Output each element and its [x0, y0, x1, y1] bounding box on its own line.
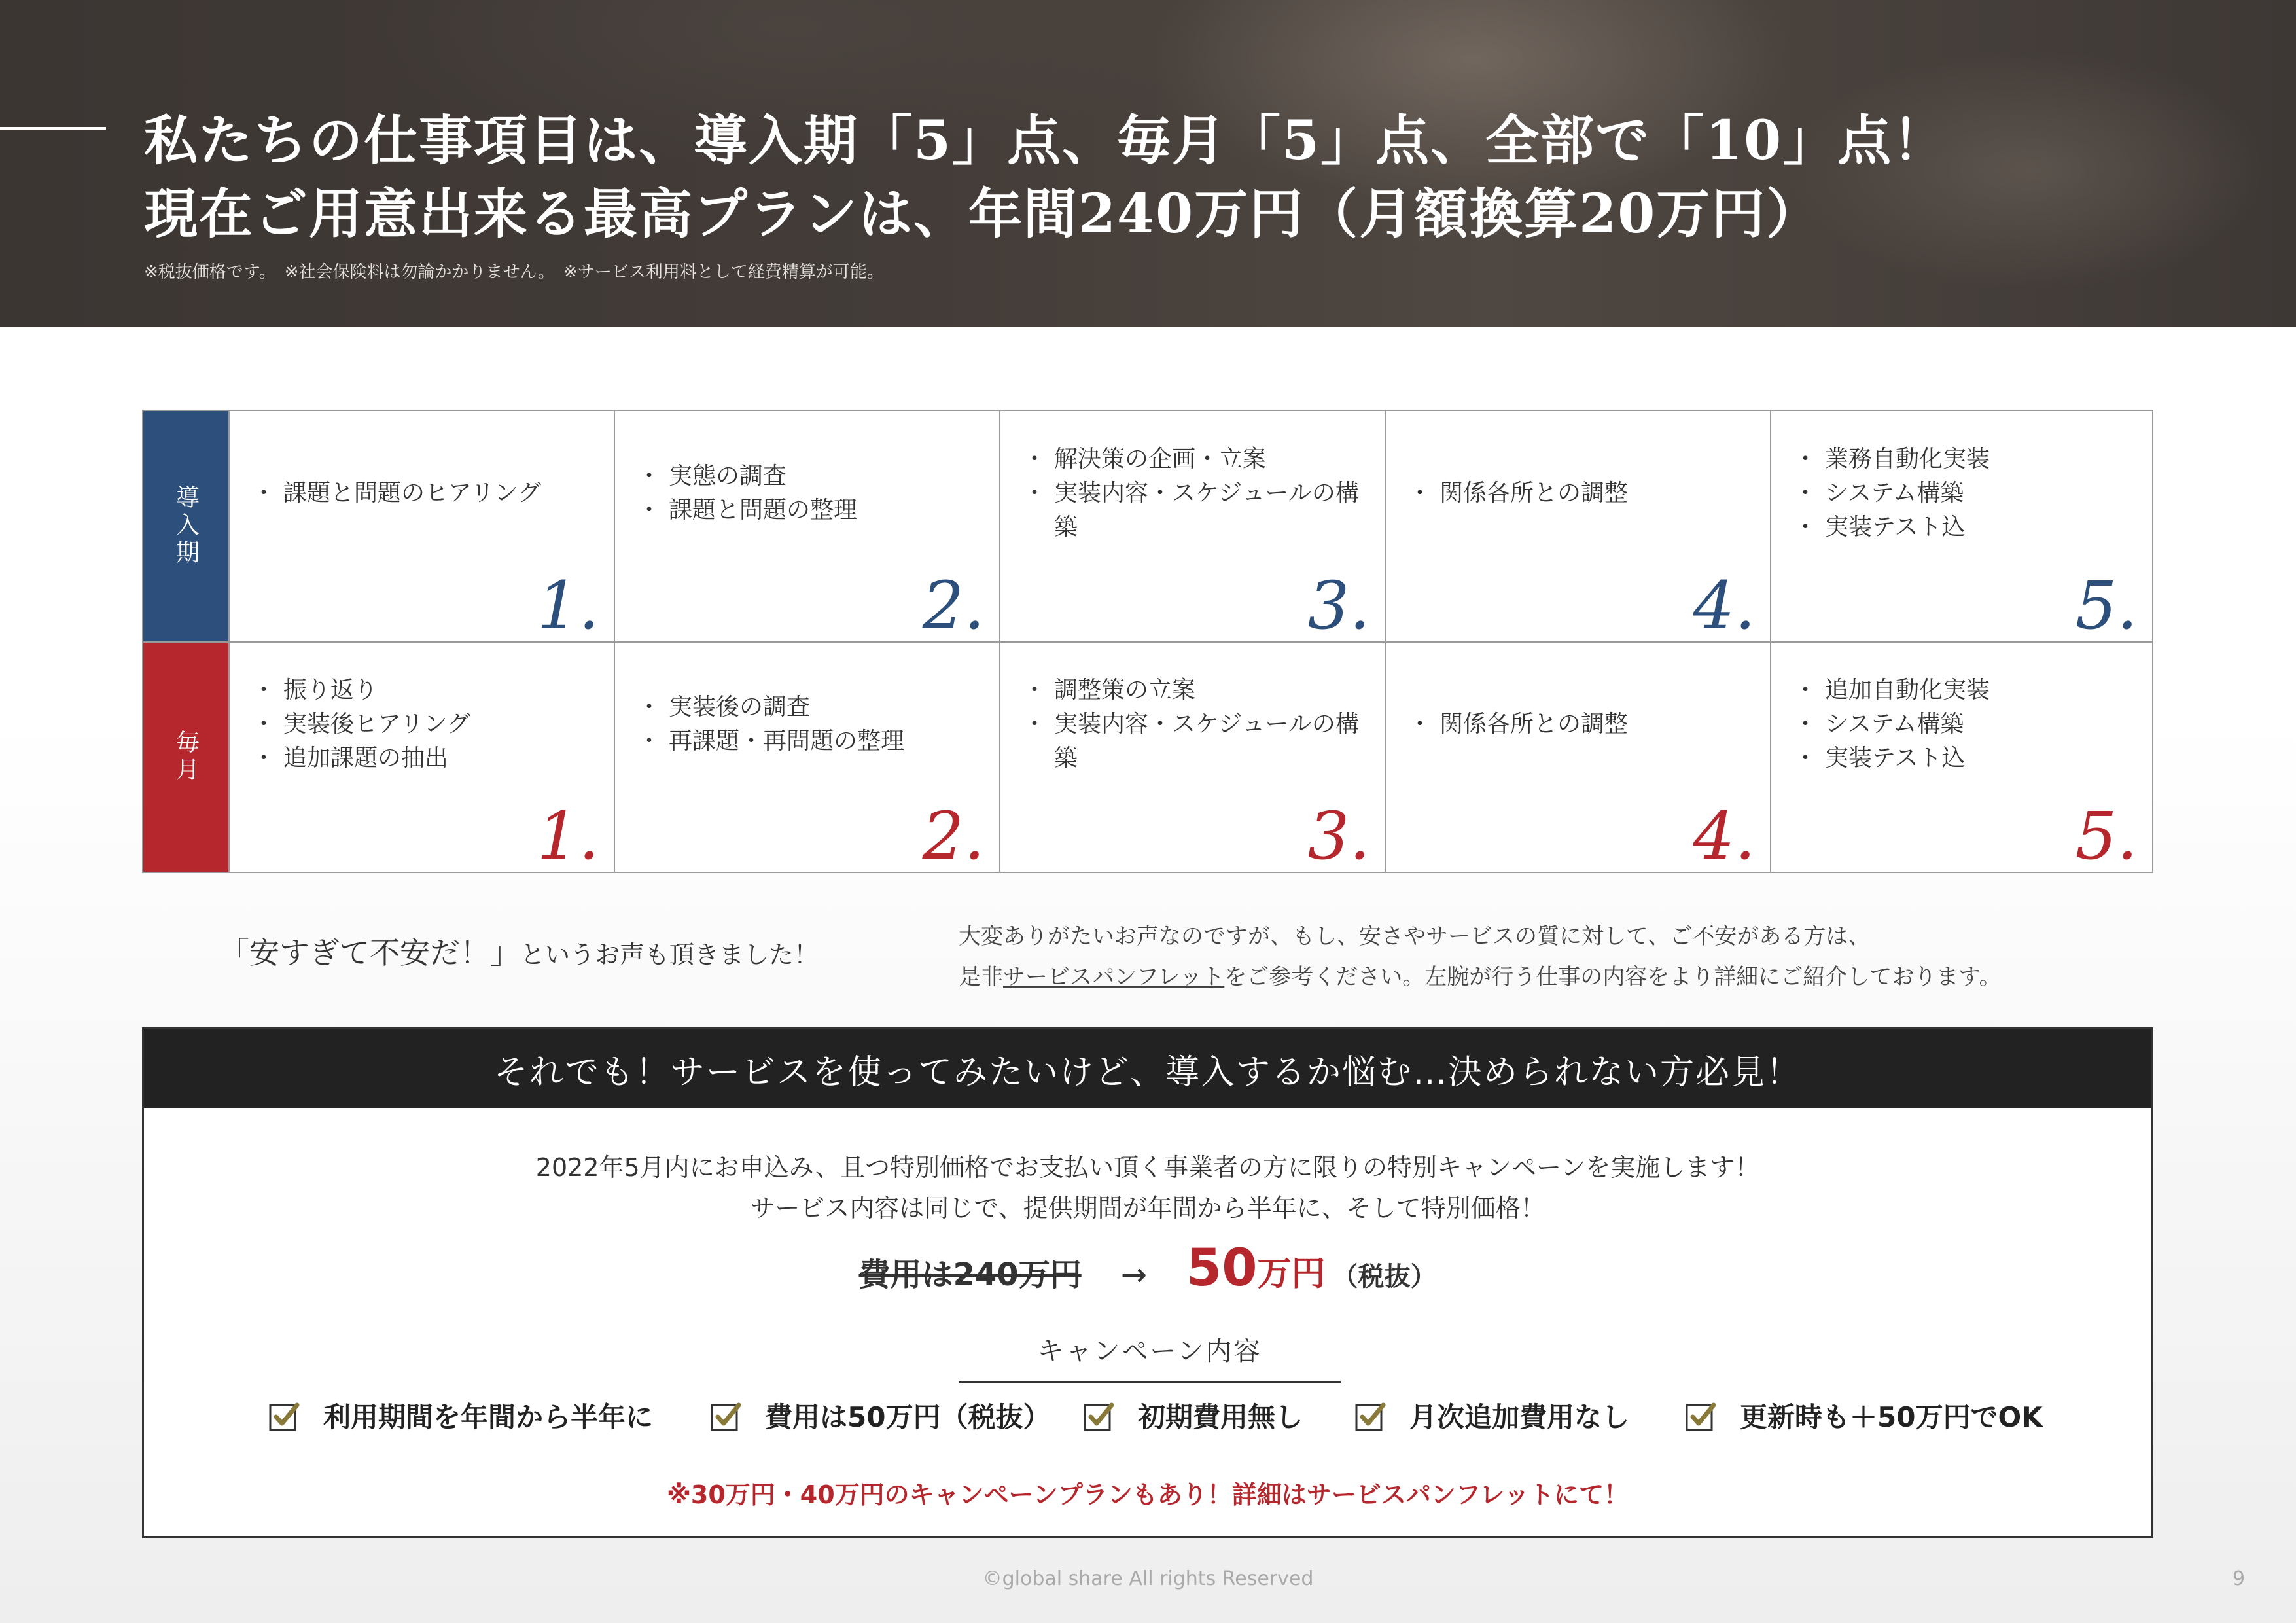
campaign-note: ※30万円・40万円のキャンペーンプランもあり！詳細はサービスパンフレットにて！ [666, 1480, 1629, 1509]
list-item: ・ 実態の調査 [643, 459, 986, 493]
copyright: ©global share All rights Reserved [982, 1567, 1314, 1590]
arrow-icon: → [1120, 1257, 1147, 1293]
list-item: ・ 実装内容・スケジュールの構築 [1028, 707, 1371, 776]
list-item: ・ 追加自動化実装 [1799, 673, 2139, 707]
table-cell [1770, 643, 2152, 872]
list-item: ・ 解決策の企画・立案 [1028, 442, 1371, 476]
table-cell [999, 411, 1385, 644]
step-number: 2. [922, 567, 985, 644]
campaign-contents-title: キャンペーン内容 [959, 1330, 1341, 1383]
page-number: 9 [2233, 1567, 2246, 1590]
checkbox-icon [1685, 1400, 1716, 1431]
quote-main: 「安すぎて不安だ！」 [219, 935, 520, 971]
note-suffix: をご参考ください。左腕が行う仕事の内容をより詳細にご紹介しております。 [1224, 964, 2002, 990]
list-item: ・ 実装テスト込 [1799, 510, 2139, 544]
quote-rest: というお声も頂きました！ [520, 940, 819, 969]
list-item: ・ システム構築 [1799, 707, 2139, 741]
new-price-number: 50 [1186, 1239, 1258, 1298]
item-list [257, 643, 601, 806]
checkbox-icon [268, 1400, 300, 1431]
list-item: ・ 実装内容・スケジュールの構築 [1028, 476, 1371, 544]
checklist-label: 費用は50万円（税抜） [765, 1401, 1051, 1433]
item-list [1799, 643, 2139, 806]
item-list [1028, 643, 1371, 806]
table-row-monthly [143, 643, 2152, 872]
checklist-label: 更新時も＋50万円でOK [1740, 1401, 2043, 1433]
table-cell [228, 411, 614, 644]
list-item: ・ 実装後の調査 [643, 690, 986, 724]
item-list [1413, 411, 1757, 576]
page-title-line1: 私たちの仕事項目は、導入期「5」点、毎月「5」点、全部で「10」点！ [144, 109, 1948, 172]
list-item: ・ システム構築 [1799, 476, 2139, 510]
list-item: ・ 関係各所との調整 [1413, 707, 1757, 741]
list-item: ・ 振り返り [257, 673, 601, 707]
checklist-item [1354, 1396, 1629, 1435]
row-label-text: 導入期 [172, 485, 200, 567]
step-number: 2. [922, 798, 985, 874]
table-cell [228, 643, 614, 872]
item-list [1413, 643, 1757, 806]
note-prefix: 是非 [959, 964, 1003, 990]
new-price-unit: 万円 [1257, 1255, 1326, 1294]
checkbox-icon [1083, 1400, 1114, 1431]
list-item: ・ 関係各所との調整 [1413, 476, 1757, 510]
page-title-line2: 現在ご用意出来る最高プランは、年間240万円（月額換算20万円） [144, 183, 1822, 245]
pamphlet-link[interactable]: サービスパンフレット [1003, 964, 1225, 990]
checklist-label: 利用期間を年間から半年に [323, 1401, 654, 1433]
tax-note: （税抜） [1332, 1262, 1437, 1292]
campaign-box [142, 1027, 2153, 1538]
price-comparison [144, 1239, 2151, 1298]
row-label-intro [143, 411, 228, 641]
list-item: ・ 業務自動化実装 [1799, 442, 2139, 476]
list-item: ・ 追加課題の抽出 [257, 741, 601, 776]
row-label-text: 毎月 [172, 730, 200, 785]
checklist-item [268, 1396, 653, 1435]
table-cell [1385, 411, 1770, 644]
checkbox-icon [1354, 1400, 1386, 1431]
header-banner [0, 0, 2296, 327]
step-number: 4. [1693, 567, 1756, 644]
pamphlet-note [959, 916, 2002, 997]
old-price: 費用は240万円 [858, 1257, 1082, 1293]
item-list [257, 411, 601, 576]
item-list [643, 643, 986, 806]
table-cell [614, 411, 999, 644]
step-number: 3. [1307, 798, 1370, 874]
pamphlet-note-line1: 大変ありがたいお声なのですが、もし、安さやサービスの質に対して、ご不安がある方は、 [959, 923, 1871, 950]
step-number: 1. [537, 798, 599, 874]
checklist-label: 初期費用無し [1138, 1401, 1303, 1433]
item-list [1799, 411, 2139, 576]
row-label-monthly [143, 643, 228, 872]
work-items-table [142, 410, 2153, 873]
list-item: ・ 課題と問題のヒアリング [257, 476, 601, 510]
list-item: ・ 課題と問題の整理 [643, 493, 986, 527]
list-item: ・ 再課題・再問題の整理 [643, 724, 986, 758]
list-item: ・ 実装テスト込 [1799, 741, 2139, 776]
customer-quote [219, 929, 819, 972]
checkbox-icon [710, 1400, 741, 1431]
checklist-item [710, 1396, 1050, 1435]
list-item: ・ 調整策の立案 [1028, 673, 1371, 707]
step-number: 1. [537, 567, 599, 644]
checklist-item [1083, 1396, 1303, 1435]
campaign-desc-line1: 2022年5月内にお申込み、且つ特別価格でお支払い頂く事業者の方に限りの特別キャンペーンを実施します！ [535, 1153, 1760, 1182]
campaign-desc-line2: サービス内容は同じで、提供期間が年間から半年に、そして特別価格！ [750, 1194, 1545, 1222]
table-cell [999, 643, 1385, 872]
item-list [643, 411, 986, 576]
header-note: ※税抜価格です。 ※社会保険料は勿論かかりません。 ※サービス利用料として経費精算が可能。 [144, 262, 884, 282]
header-rule [0, 127, 106, 130]
step-number: 3. [1307, 567, 1370, 644]
checklist-label: 月次追加費用なし [1409, 1401, 1630, 1433]
campaign-banner: それでも！サービスを使ってみたいけど、導入するか悩む…決められない方必見！ [144, 1029, 2151, 1108]
table-row-intro [143, 411, 2152, 643]
pamphlet-note-line2 [959, 957, 2002, 997]
list-item: ・ 実装後ヒアリング [257, 707, 601, 741]
item-list [1028, 411, 1371, 576]
table-cell [1385, 643, 1770, 872]
step-number: 4. [1693, 798, 1756, 874]
step-number: 5. [2075, 567, 2138, 644]
checklist-item [1685, 1396, 2043, 1435]
table-cell [1770, 411, 2152, 644]
step-number: 5. [2075, 798, 2138, 874]
table-cell [614, 643, 999, 872]
